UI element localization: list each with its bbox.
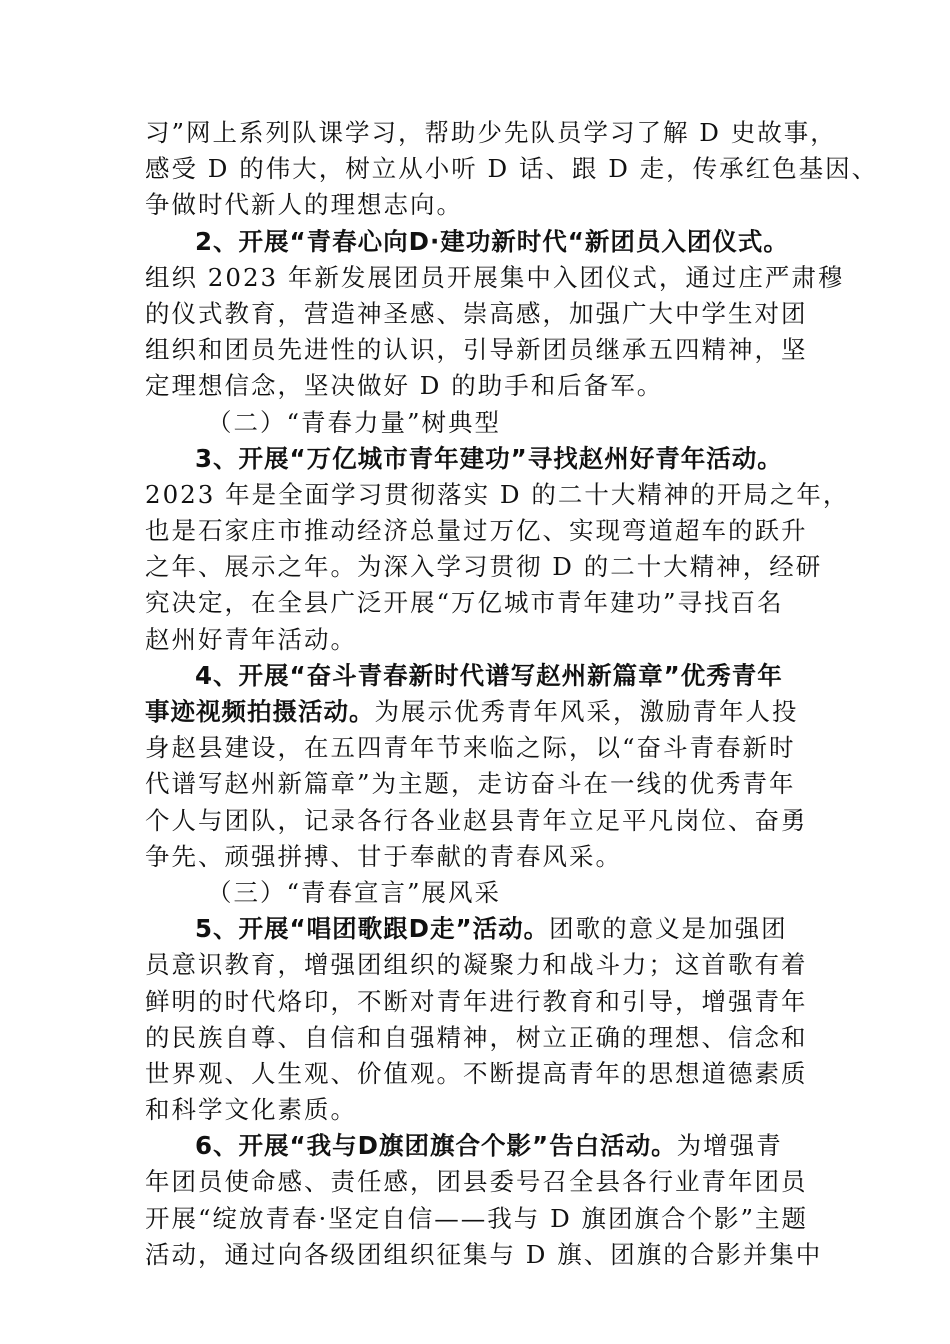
body-text: 感受 D 的伟大，树立从小听 D 话、跟 D 走，传承红色基因、 <box>145 154 879 184</box>
text-line <box>145 549 823 585</box>
text-line <box>145 1056 810 1092</box>
text-line <box>145 585 810 621</box>
text-line <box>145 1237 823 1273</box>
body-text: 组织和团员先进性的认识，引导新团员继承五四精神，坚 <box>145 335 808 365</box>
text-line <box>145 730 810 766</box>
body-text: 究决定，在全县广泛开展“万亿城市青年建功”寻找百名 <box>145 588 784 618</box>
body-text: 的仪式教育，营造神圣感、崇高感，加强广大中学生对团 <box>145 298 808 328</box>
text-line <box>145 766 810 802</box>
text-line <box>145 151 879 187</box>
body-text: 个人与团队，记录各行各业赵县青年立足平凡岗位、奋勇 <box>145 805 808 835</box>
text-line <box>145 260 845 296</box>
text-line <box>145 1128 810 1164</box>
body-text: 代谱写赵州新篇章”为主题，走访奋斗在一线的优秀青年 <box>145 769 796 799</box>
text-line <box>145 187 810 223</box>
body-text: 为展示优秀青年风采，激励青年人投 <box>374 697 799 726</box>
text-line <box>145 622 810 658</box>
text-line <box>145 296 810 332</box>
body-text: 之年、展示之年。为深入学习贯彻 D 的二十大精神，经研 <box>145 552 823 582</box>
text-line <box>145 513 810 549</box>
body-text: 为增强青 <box>676 1131 783 1161</box>
text-line <box>145 658 810 694</box>
bold-heading-text: 事迹视频拍摄活动。 <box>145 697 375 726</box>
bold-heading-text: 2、开展“青春心向D·建功新时代“新团员入团仪式。 <box>195 226 789 256</box>
bold-heading-text: 5、开展“唱团歌跟D走”活动。 <box>195 914 550 944</box>
body-text: 开展“绽放青春·坚定自信——我与 D 旗团旗合个影”主题 <box>145 1203 809 1233</box>
body-text: （三）“青春宣言”展风采 <box>207 877 502 907</box>
text-line <box>145 115 837 151</box>
body-text: 习”网上系列队课学习，帮助少先队员学习了解 D 史故事， <box>145 118 837 147</box>
text-line <box>145 1201 810 1237</box>
text-line <box>145 947 810 983</box>
section-heading <box>145 405 810 441</box>
text-line <box>145 1020 810 1056</box>
body-text: 争先、顽强拼搏、甘于奉献的青春风采。 <box>145 841 622 871</box>
text-line <box>145 984 810 1020</box>
bold-heading-text: 3、开展“万亿城市青年建功”寻找赵州好青年活动。 <box>195 443 783 473</box>
body-text: 的民族自尊、自信和自强精神，树立正确的理想、信念和 <box>145 1022 808 1052</box>
text-line <box>145 803 810 839</box>
text-line <box>145 694 810 730</box>
section-heading <box>145 875 810 911</box>
body-text: 组织 2023 年新发展团员开展集中入团仪式，通过庄严肃穆 <box>145 262 845 292</box>
text-line <box>145 224 810 260</box>
body-text: 身赵县建设，在五四青年节来临之际，以“奋斗青春新时 <box>145 733 796 763</box>
body-text: 世界观、人生观、价值观。不断提高青年的思想道德素质 <box>145 1058 808 1088</box>
body-text: 年团员使命感、责任感，团县委号召全县各行业青年团员 <box>145 1167 808 1197</box>
body-text: 鲜明的时代烙印，不断对青年进行教育和引导，增强青年 <box>145 986 808 1016</box>
body-text: （二）“青春力量”树典型 <box>207 407 502 437</box>
document-body <box>145 115 879 1273</box>
body-text: 团歌的意义是加强团 <box>549 914 788 944</box>
text-line <box>145 332 810 368</box>
bold-heading-text: 4、开展“奋斗青春新时代谱写赵州新篇章”优秀青年 <box>195 660 783 690</box>
text-line <box>145 477 850 513</box>
body-text: 2023 年是全面学习贯彻落实 D 的二十大精神的开局之年， <box>145 479 850 509</box>
text-line <box>145 911 810 947</box>
bold-heading-text: 6、开展“我与D旗团旗合个影”告白活动。 <box>195 1131 677 1161</box>
text-line <box>145 441 810 477</box>
text-line <box>145 1164 810 1200</box>
text-line <box>145 839 810 875</box>
text-line <box>145 1092 810 1128</box>
body-text: 定理想信念，坚决做好 D 的助手和后备军。 <box>145 371 664 401</box>
body-text: 也是石家庄市推动经济总量过万亿、实现弯道超车的跃升 <box>145 516 808 546</box>
text-line <box>145 368 810 404</box>
body-text: 员意识教育，增强团组织的凝聚力和战斗力；这首歌有着 <box>145 950 808 980</box>
body-text: 争做时代新人的理想志向。 <box>145 190 463 220</box>
body-text: 和科学文化素质。 <box>145 1095 357 1125</box>
body-text: 赵州好青年活动。 <box>145 624 357 654</box>
body-text: 活动，通过向各级团组织征集与 D 旗、团旗的合影并集中 <box>145 1239 823 1269</box>
